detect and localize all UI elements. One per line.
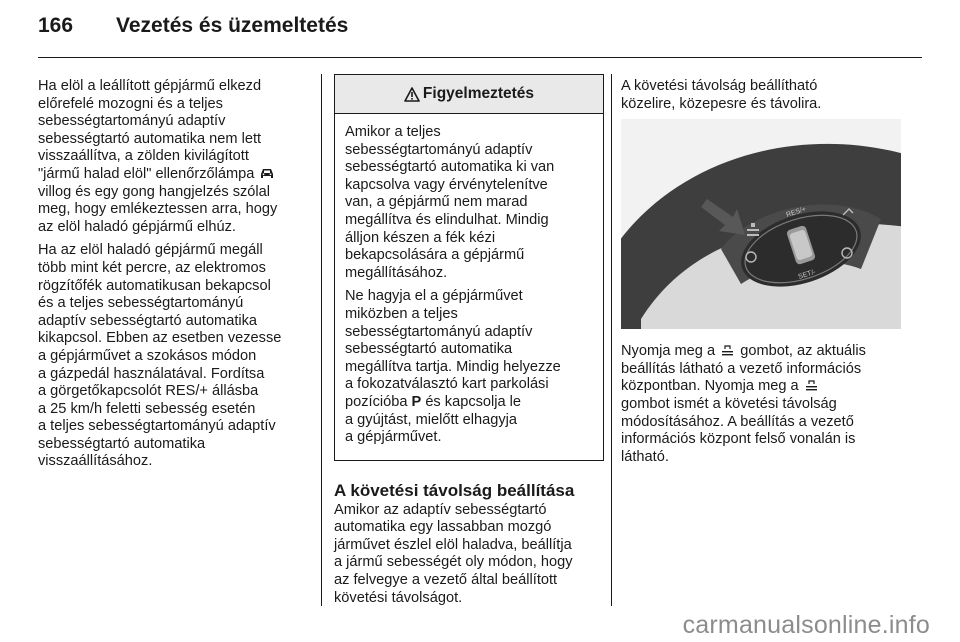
- section-paragraph: Amikor az adaptív sebességtartó automatika egy lassabban mozgó járművet észlel elöl haladva, beállítja a jármű sebességét oly módon, hogy az felvegye a vezető által beállított követési távolságot.: [334, 501, 573, 606]
- warning-body: [335, 114, 603, 460]
- warning-triangle-icon: [404, 87, 420, 102]
- watermark: carmanualsonline.info: [682, 611, 930, 639]
- column-divider-1: [321, 74, 322, 606]
- warning-paragraph-1: Amikor a teljes sebességtartományú adaptív sebességtartó automatika ki van kapcsolva vagy érvénytelenítve van, a gépjármű nem marad megállítva és elindulhat. Mindig álljon készen a fék kézi bekapcsolására a gépjármű megállításához.: [345, 124, 555, 281]
- column-2: [334, 78, 604, 613]
- car-ahead-icon: [260, 168, 274, 180]
- res-plus-label: RES/+: [785, 206, 808, 220]
- header-rule: [38, 57, 922, 58]
- follow-distance-icon: [805, 379, 818, 392]
- distance-settings-paragraph: A követési távolság beállítható közelire, közepesre és távolira.: [621, 78, 822, 112]
- column-divider-2: [611, 74, 612, 606]
- section-heading: A követési távolság beállítása: [334, 480, 575, 500]
- follow-distance-icon: [721, 344, 734, 357]
- steering-wheel-controls-image: [621, 119, 901, 329]
- warning-header: [335, 75, 603, 114]
- page-number: 166: [38, 14, 74, 37]
- set-minus-label: SET/-: [797, 268, 817, 282]
- warning-title: Figyelmeztetés: [422, 85, 535, 103]
- paragraph-auto-stop: Ha az elöl haladó gépjármű megáll több mint két percre, az elektromos rögzítőfék automatikusan bekapcsol és a teljes sebességtartományú adaptív sebességtartó automatika kikapcsol. Ebben az esetben vezesse a gépjárművet a szokásos módon a gázpedál használatával. Fordítsa a görgetőkapcsolót RES/+ állásba a 25 km/h feletti sebesség esetén a teljes sebességtartományú adaptív sebességtartó automatika visszaállításához.: [38, 242, 282, 470]
- distance-button-paragraph: Nyomja meg a gombot, az aktuális beállítás látható a vezető információs központban. Nyomja meg a gombot ismét a követési távolság módosításához. A beállítás a vezető információs központ felső vonalán is látható.: [621, 343, 866, 465]
- warning-paragraph-2: Ne hagyja el a gépjárművet miközben a teljes sebességtartományú adaptív sebességtartó automatika megállítva tartja. Mindig helyezze a fokozatválasztó kart parkolási pozícióba P és kapcsolja le a gyújtást, mielőtt elhagyja a gépjárművet.: [345, 288, 561, 446]
- column-3: [621, 78, 906, 472]
- warning-box: [334, 74, 604, 461]
- paragraph-car-ahead: Ha elöl a leállított gépjármű elkezd előrefelé mozogni és a teljes sebességtartományú adaptív sebességtartó automatika nem lett visszaállítva, a zölden kivilágított "jármű halad elöl" ellenőrzőlámpa villog és egy gong hangjelzés szólal meg, hogy emlékeztessen arra, hogy az elöl haladó gépjármű elhúz.: [38, 78, 278, 235]
- column-1: [38, 78, 306, 477]
- page-title: Vezetés és üzemeltetés: [116, 14, 349, 37]
